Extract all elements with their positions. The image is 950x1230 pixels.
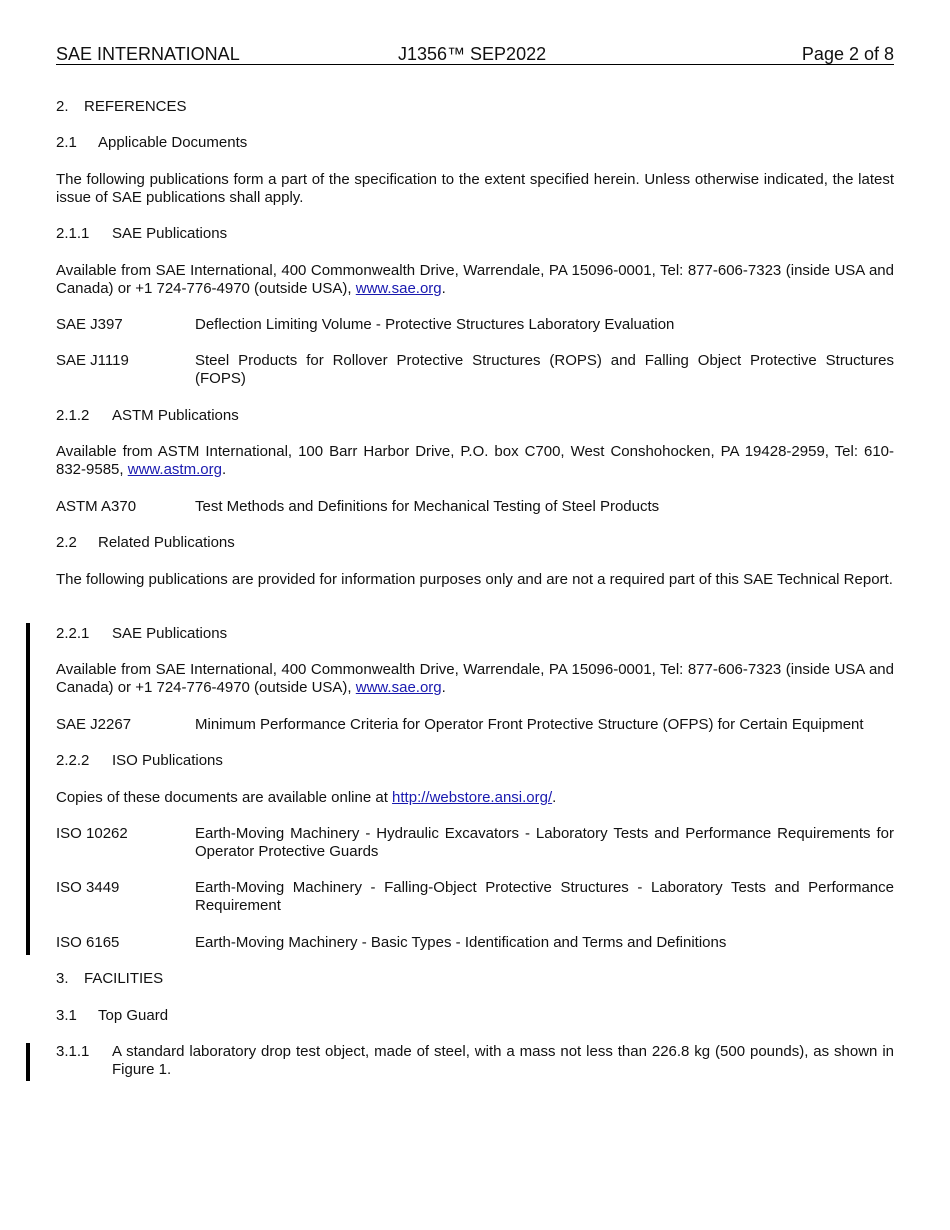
change-bar <box>26 1043 30 1081</box>
header-org: SAE INTERNATIONAL <box>56 44 240 64</box>
header-doc-id: J1356™ SEP2022 <box>398 44 547 64</box>
sae-link[interactable]: www.sae.org <box>355 679 442 696</box>
change-bar <box>26 623 30 955</box>
section-heading: 2.1.1 SAE Publications <box>56 225 228 242</box>
section-heading: 2.2.1 SAE Publications <box>56 625 228 642</box>
paragraph: Available from SAE International, 400 Commonwealth Drive, Warrendale, PA 15096-0001, Tel: 877-606-7323 (inside USA and Canada) or +1 724-776-4970 (outside USA), www.sae.org. <box>56 661 894 696</box>
section-heading: 3. FACILITIES <box>56 970 164 987</box>
paragraph: Available from SAE International, 400 Commonwealth Drive, Warrendale, PA 15096-0001, Tel: 877-606-7323 (inside USA and Canada) or +1 724-776-4970 (outside USA), www.sae.org. <box>56 262 894 297</box>
section-heading: 2. REFERENCES <box>56 98 187 115</box>
section-heading: 2.2 Related Publications <box>56 534 235 551</box>
paragraph: Available from ASTM International, 100 Barr Harbor Drive, P.O. box C700, West Conshohocken, PA 19428-2959, Tel: 610-832-9585, www.astm.org. <box>56 443 894 478</box>
page-header <box>56 44 894 65</box>
paragraph: The following publications form a part of the specification to the extent specified herein. Unless otherwise indicated, the latest issue of SAE publications shall apply. <box>56 171 894 206</box>
section-heading: 2.2.2 ISO Publications <box>56 752 223 769</box>
ansi-webstore-link[interactable]: http://webstore.ansi.org/ <box>392 789 553 806</box>
astm-link[interactable]: www.astm.org <box>127 461 222 478</box>
sae-link[interactable]: www.sae.org <box>355 280 442 297</box>
header-page-number: Page 2 of 8 <box>801 44 894 64</box>
section-heading: 2.1.2 ASTM Publications <box>56 407 239 424</box>
paragraph: Copies of these documents are available online at http://webstore.ansi.org/. <box>56 789 557 806</box>
section-heading: 3.1 Top Guard <box>56 1007 169 1024</box>
paragraph: The following publications are provided for information purposes only and are not a required part of this SAE Technical Report. <box>56 571 893 588</box>
section-heading: 2.1 Applicable Documents <box>56 134 248 151</box>
